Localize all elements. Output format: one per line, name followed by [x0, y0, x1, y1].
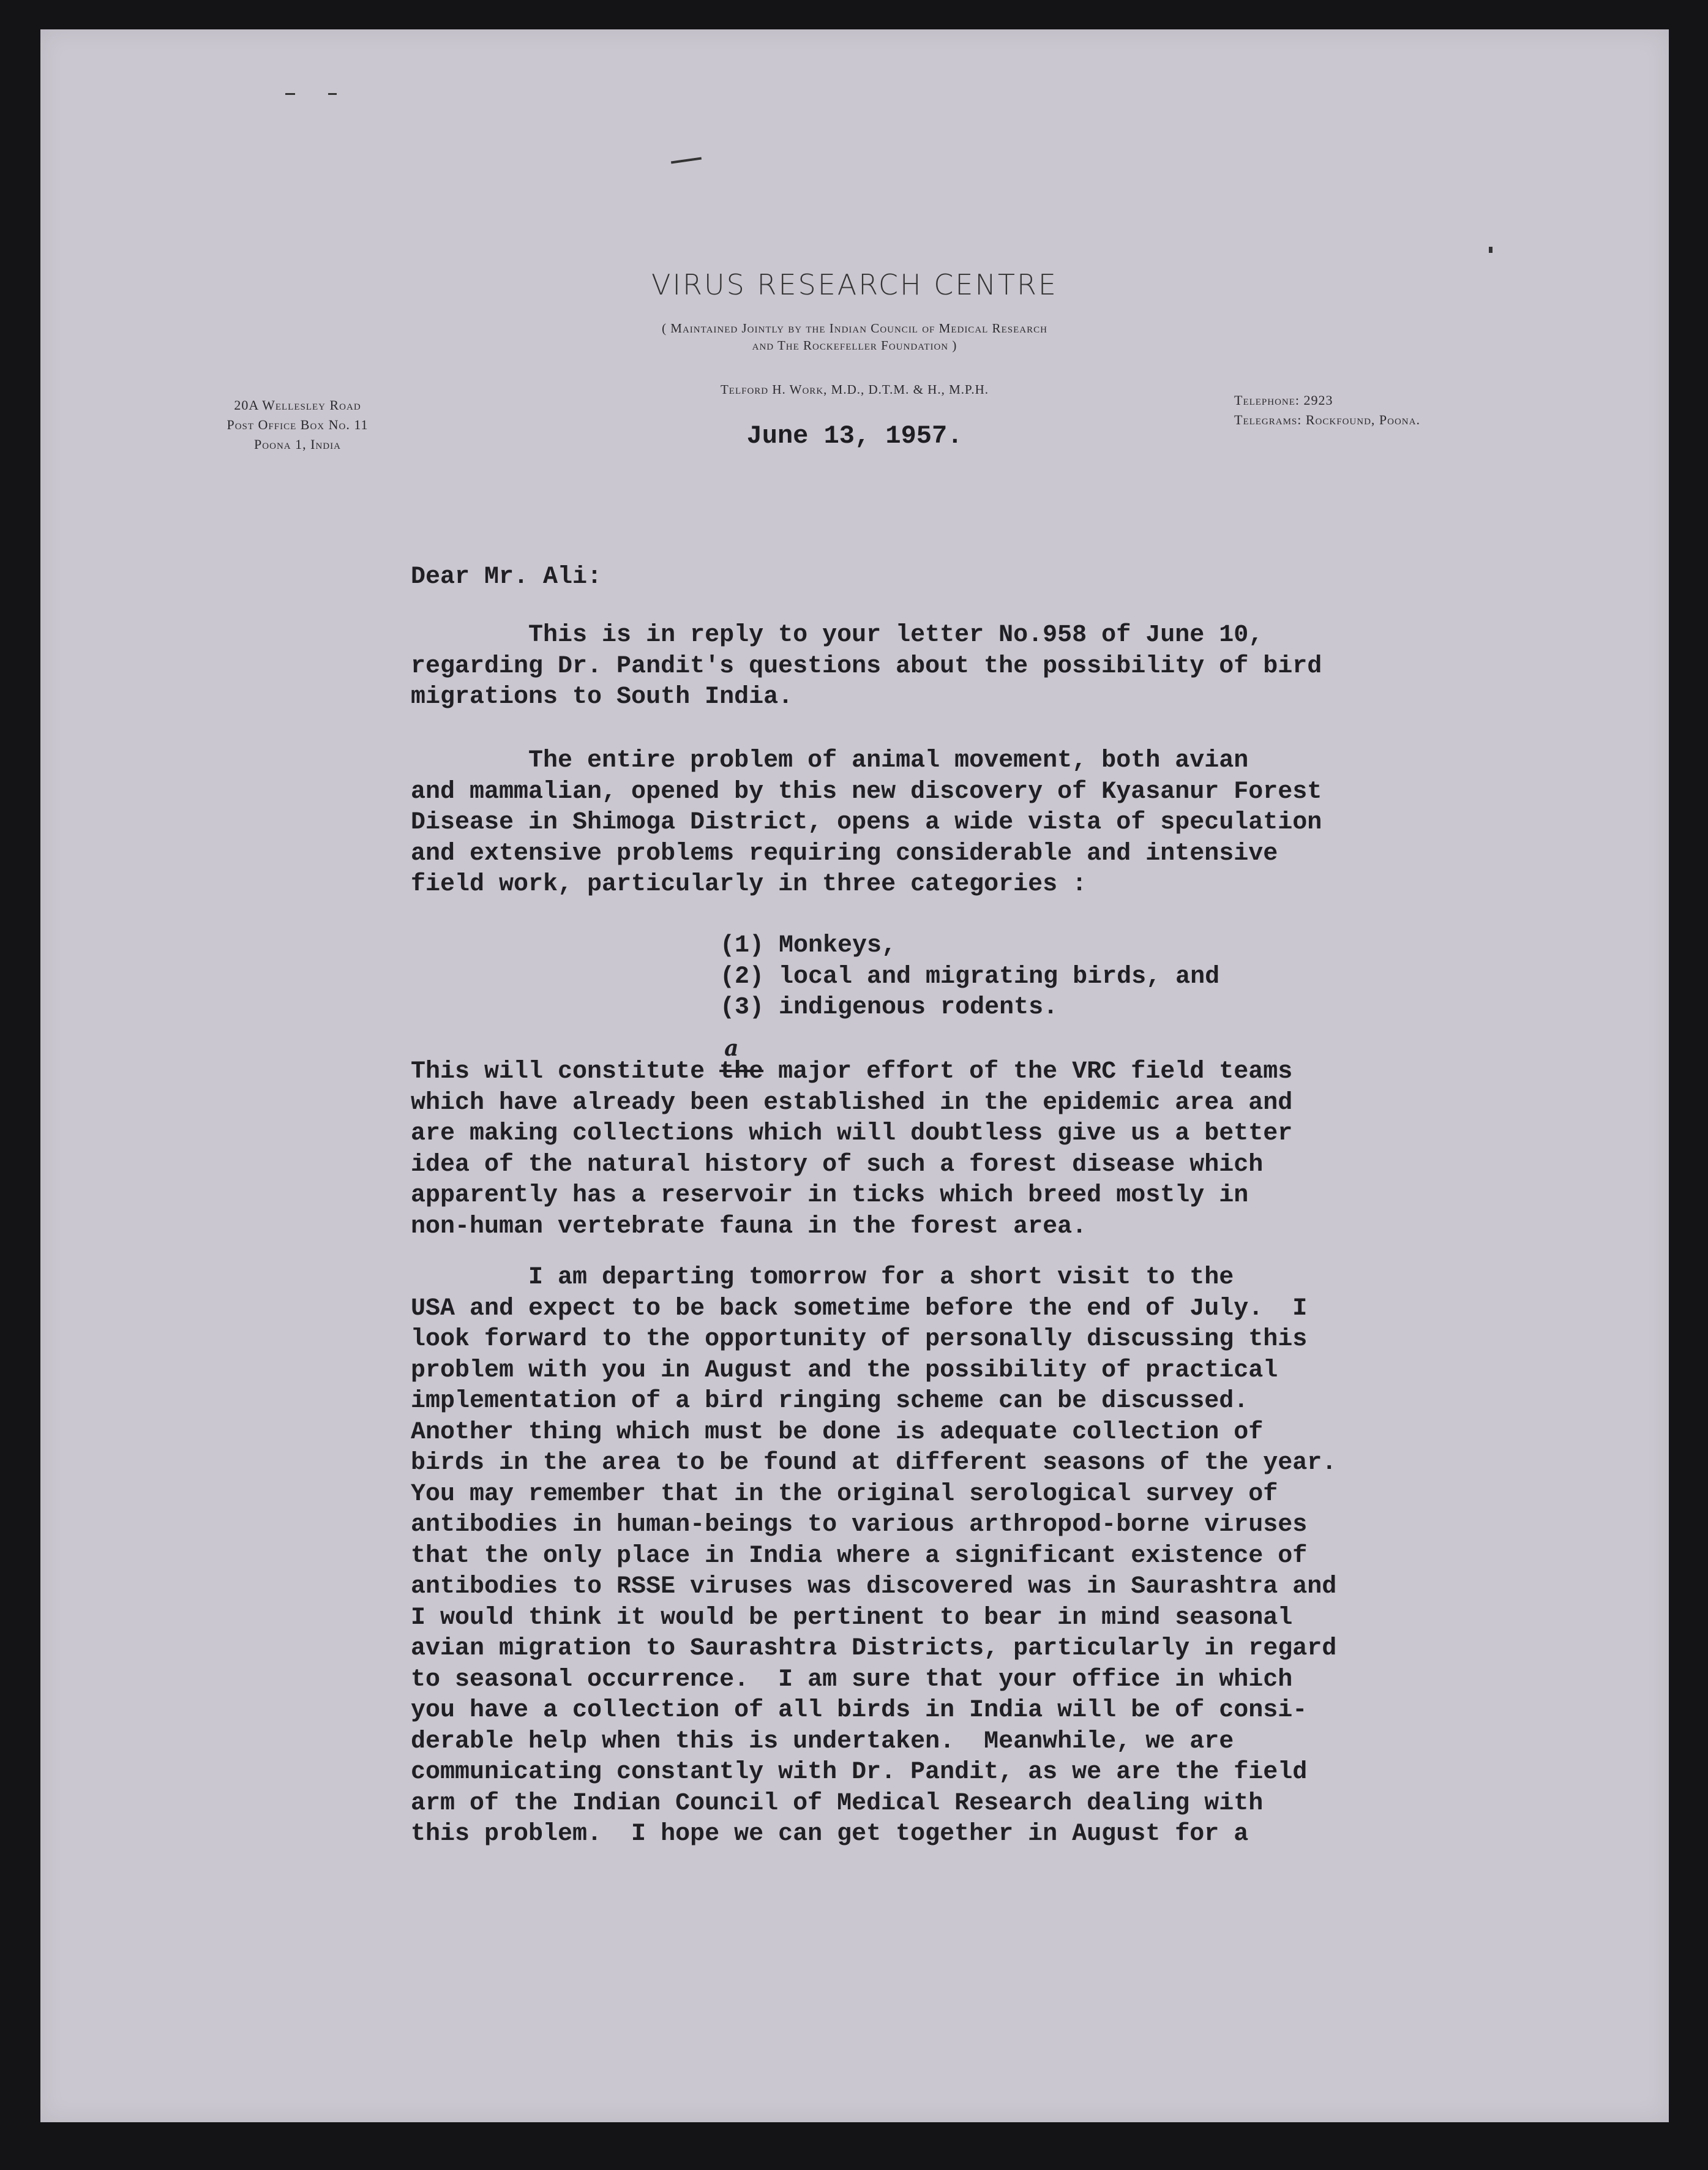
letterhead-title: VIRUS RESEARCH CENTRE — [651, 268, 1058, 301]
text-line: Disease in Shimoga District, opens a wide vista of speculation — [411, 809, 1322, 836]
text-line: Another thing which must be done is adequate collection of — [411, 1418, 1264, 1446]
text-line: problem with you in August and the possibility of practical — [411, 1356, 1278, 1384]
text-segment: This will constitute — [411, 1058, 720, 1086]
text-line: communicating constantly with Dr. Pandit, as we are the field — [411, 1759, 1308, 1786]
text-line: birds in the area to be found at different seasons of the year. — [411, 1449, 1337, 1477]
letterhead-director: Telford H. Work, M.D., D.T.M. & H., M.P.H. — [720, 382, 989, 397]
list-item: (2) local and migrating birds, and — [720, 963, 1220, 991]
struck-word: the — [719, 1058, 764, 1086]
text-line: antibodies to RSSE viruses was discovered was in Saurashtra and — [411, 1573, 1337, 1601]
text-line: and mammalian, opened by this new discovery of Kyasanur Forest — [411, 778, 1322, 806]
paragraph-2 — [411, 746, 1322, 901]
text-line: to seasonal occurrence. I am sure that your office in which — [411, 1665, 1293, 1694]
text-line: This is in reply to your letter No.958 of June 10, — [411, 621, 1264, 649]
text-line: field work, particularly in three categories : — [411, 871, 1087, 898]
paragraph-4 — [411, 1263, 1336, 1850]
salutation: Dear Mr. Ali: — [411, 563, 602, 591]
letter-date: June 13, 1957. — [746, 421, 963, 451]
text-line: and extensive problems requiring considerable and intensive — [411, 839, 1278, 868]
address-line: Post Office Box No. 11 — [227, 417, 369, 432]
smudge — [1489, 247, 1493, 253]
handwritten-correction — [719, 1035, 764, 1086]
letterhead-maintained-line1: ( Maintained Jointly by the Indian Council of Medical Research — [662, 321, 1047, 336]
letter-page — [40, 29, 1669, 2122]
text-line: non-human vertebrate fauna in the forest area. — [411, 1212, 1087, 1241]
list-item: (3) indigenous rodents. — [720, 994, 1058, 1021]
text-line: I would think it would be pertinent to bear in mind seasonal — [411, 1604, 1293, 1632]
address-line: 20A Wellesley Road — [234, 397, 361, 413]
text-line: migrations to South India. — [411, 683, 793, 711]
telephone: Telephone: 2923 — [1234, 392, 1333, 408]
text-line: regarding Dr. Pandit's questions about the possibility of bird — [411, 652, 1322, 680]
smudge — [671, 157, 702, 164]
text-line: this problem. I hope we can get together in August for a — [411, 1820, 1249, 1848]
telegrams: Telegrams: Rockfound, Poona. — [1234, 412, 1420, 427]
address-line: Poona 1, India — [254, 437, 341, 452]
text-line: you have a collection of all birds in India will be of consi- — [411, 1697, 1308, 1724]
text-line: look forward to the opportunity of personally discussing this — [411, 1326, 1308, 1353]
text-line: derable help when this is undertaken. Meanwhile, we are — [411, 1727, 1234, 1755]
paragraph-3 — [411, 1035, 1293, 1242]
text-line — [411, 1035, 1293, 1088]
text-line: arm of the Indian Council of Medical Research dealing with — [411, 1789, 1264, 1817]
text-segment: major effort of the VRC field teams — [763, 1058, 1293, 1086]
categories-list — [720, 931, 1219, 1024]
text-line: apparently has a reservoir in ticks which breed mostly in — [411, 1182, 1249, 1209]
text-line: are making collections which will doubtless give us a better — [411, 1120, 1293, 1147]
text-line: You may remember that in the original serological survey of — [411, 1480, 1278, 1508]
list-item: (1) Monkeys, — [720, 932, 897, 959]
text-line: idea of the natural history of such a forest disease which — [411, 1151, 1264, 1179]
text-line: implementation of a bird ringing scheme can be discussed. — [411, 1387, 1249, 1415]
smudge — [285, 93, 295, 95]
text-line: avian migration to Saurashtra Districts, particularly in regard — [411, 1635, 1337, 1662]
text-line: I am departing tomorrow for a short visit to the — [411, 1264, 1234, 1291]
paragraph-1 — [411, 620, 1322, 713]
text-line: antibodies in human-beings to various arthropod-borne viruses — [411, 1511, 1308, 1539]
letterhead-maintained-line2: and The Rockefeller Foundation ) — [752, 338, 957, 353]
text-line: which have already been established in the epidemic area and — [411, 1089, 1293, 1117]
smudge — [328, 93, 337, 95]
inserted-word: a — [724, 1035, 739, 1061]
text-line: USA and expect to be back sometime before the end of July. I — [411, 1294, 1308, 1323]
text-line: that the only place in India where a significant existence of — [411, 1542, 1308, 1570]
text-line: The entire problem of animal movement, both avian — [411, 747, 1249, 775]
